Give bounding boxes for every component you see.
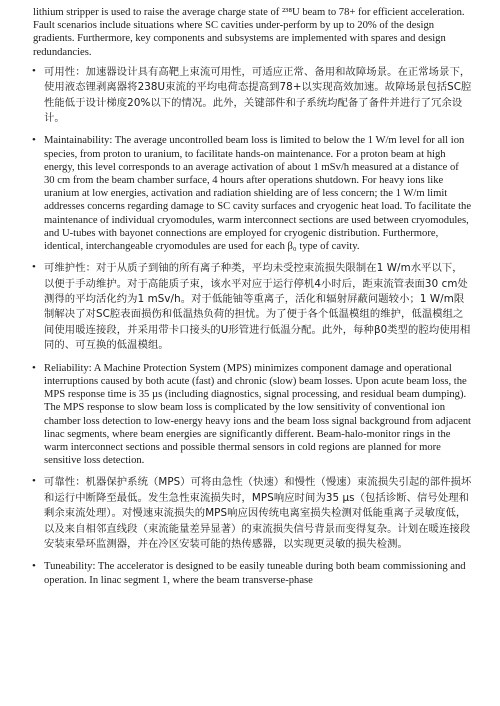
- bullet-dot-icon: •: [32, 134, 36, 147]
- bullet-text: Maintainability: The average uncontrolled beam loss is limited to below the 1 W/m level for all ion species, from proton to uranium, to facilitate hands-on maintenance. For a proton beam at high energy, this level corresponds to an average activation of about 1 mSv/h measured at a distance of 30 cm from the beam chamber surface, 4 hours after operations shutdown. For heavy ions like uranium at low energies, activation and radiation shielding are of less concern; the 1 W/m limit addresses concerns regarding damage to SC cavity surfaces and cryogenic heat load. To facilitate the maintenance of individual cryomodules, warm interconnect sections are used between cryomodules, and U-tubes with bayonet connections are employed for cryogenic distribution. Furthermore, identical, interchangeable cryomodules are used for each β₀ type of cavity.: [44, 135, 472, 253]
- bullet-tuneability-en: [30, 560, 472, 586]
- bullet-dot-icon: •: [32, 475, 36, 488]
- bullet-maintainability-en: [30, 134, 472, 253]
- bullet-text: 可靠性：机器保护系统（MPS）可将由急性（快速）和慢性（慢速）束流损失引起的部件损坏和运行中断降至最低。发生急性束流损失时，MPS响应时间为35 µs（包括诊断、信号处理和剩余束流处理）。对慢速束流损失的MPS响应因传统电离室损失检测对低能重离子灵敏度低，以及来自相邻直线段（束流能量差异显著）的束流损失信号背景而变得复杂。计划在暖连接段安装束晕环监测器，并在冷区安装可能的热传感器，以实现更灵敏的损失检测。: [44, 476, 472, 550]
- bullet-text: Tuneability: The accelerator is designed to be easily tuneable during both beam commissioning and operation. In linac segment 1, where the beam transverse-phase: [44, 561, 466, 586]
- bullet-dot-icon: •: [32, 261, 36, 274]
- bullet-dot-icon: •: [32, 361, 36, 374]
- bullet-maintainability-zh: [30, 261, 472, 353]
- bullet-reliability-zh: [30, 475, 472, 552]
- bullet-text: 可用性：加速器设计具有高靶上束流可用性，可适应正常、备用和故障场景。在正常场景下，使用液态锂剥离器将238U束流的平均电荷态提高到78+以实现高效加速。故障场景包括SC腔性能低于设计梯度20%以下的情况。此外，关键部件和子系统均配备了备件并进行了冗余设计。: [44, 65, 472, 125]
- bullet-availability-zh: [30, 65, 472, 127]
- bullet-dot-icon: •: [32, 64, 36, 77]
- bullet-text: Reliability: A Machine Protection System (MPS) minimizes component damage and operational interruptions caused by both acute (fast) and chronic (slow) beam losses. Upon acute beam loss, the MPS response time is 35 µs (including diagnostics, signal processing, and residual beam dumping). The MPS response to slow beam loss is complicated by the low sensitivity of conventional ion chamber loss detection to low-energy heavy ions and the beam loss signal background from adjacent linac segments, where beam energies are significantly different. Beam-halo-monitor rings in the warm interconnect sections and possible thermal sensors in cold regions are planned for more sensitive loss detection.: [44, 362, 471, 467]
- bullet-text: 可维护性：对于从质子到铀的所有离子种类，平均未受控束流损失限制在1 W/m水平以下，以便于手动维护。对于高能质子束，该水平对应于运行停机4小时后，距束流管表面30 cm处测得的平均活化约为1 mSv/h。对于低能铀等重离子，活化和辐射屏蔽问题较小；1 W/m限制解决了对SC腔表面损伤和低温热负荷的担忧。为了便于各个低温模组的维护，低温模组之间使用暖连接段，并采用带卡口接头的U形管进行低温分配。此外，每种β0类型的腔均使用相同的、可互换的低温模组。: [44, 262, 471, 352]
- bullet-reliability-en: [30, 362, 472, 468]
- continuation-paragraph: lithium stripper is used to raise the average charge state of ²³⁸U beam to 78+ for efficient acceleration. Fault scenarios include situations where SC cavities under-perform by up to 20% of the design gradients. Furthermore, key components and subsystems are implemented with spares and design redundancies.: [33, 7, 465, 58]
- bullet-list: [30, 65, 472, 587]
- bullet-dot-icon: •: [32, 560, 36, 573]
